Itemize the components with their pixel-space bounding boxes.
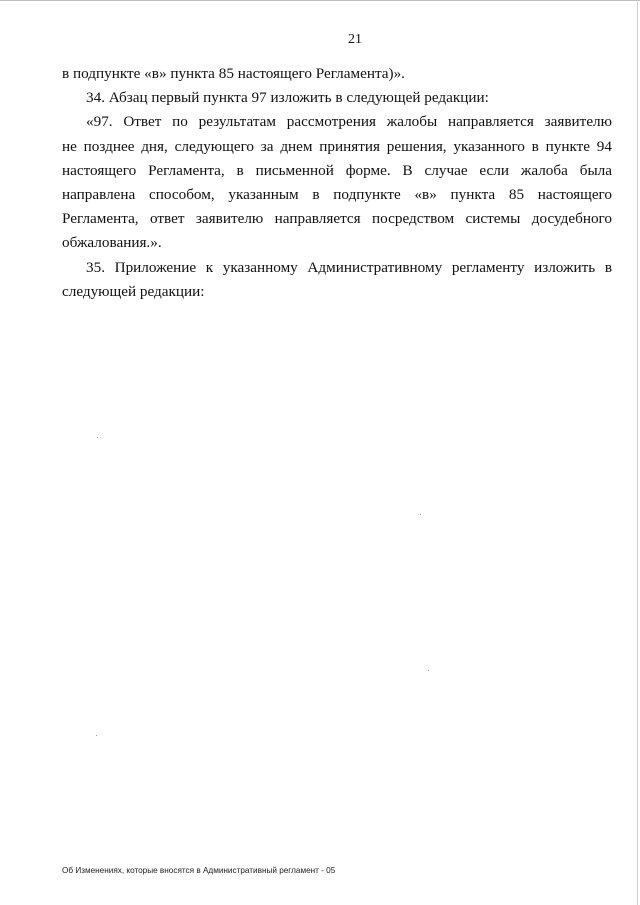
scan-speck (428, 670, 429, 671)
text-line-10: следующей редакции: (62, 282, 205, 300)
document-body (62, 62, 612, 304)
text-line-5: настоящего Регламента, в письменной форме. В случае если жалоба была (62, 161, 612, 179)
text-line-2: 34. Абзац первый пункта 97 изложить в следующей редакции: (86, 89, 489, 107)
text-line-3: «97. Ответ по результатам рассмотрения жалобы направляется заявителю (86, 113, 612, 131)
scan-speck (420, 514, 421, 515)
page-number: 21 (348, 32, 362, 47)
document-footer: Об Изменениях, которые вносятся в Административный регламент - 05 (62, 866, 336, 875)
page-top-edge (0, 0, 640, 1)
text-line-6: направлена способом, указанным в подпункте «в» пункта 85 настоящего (62, 186, 612, 204)
page-right-edge (637, 0, 638, 905)
text-line-7: Регламента, ответ заявителю направляется посредством системы досудебного (62, 210, 612, 228)
text-line-9: 35. Приложение к указанному Административному регламенту изложить в (86, 258, 612, 276)
scan-speck (97, 437, 98, 438)
text-line-8: обжалования.». (62, 234, 162, 252)
text-line-1: в подпункте «в» пункта 85 настоящего Регламента)». (62, 65, 405, 82)
text-line-4: не позднее дня, следующего за днем принятия решения, указанного в пункте 94 (62, 137, 612, 155)
scan-speck (96, 735, 97, 736)
